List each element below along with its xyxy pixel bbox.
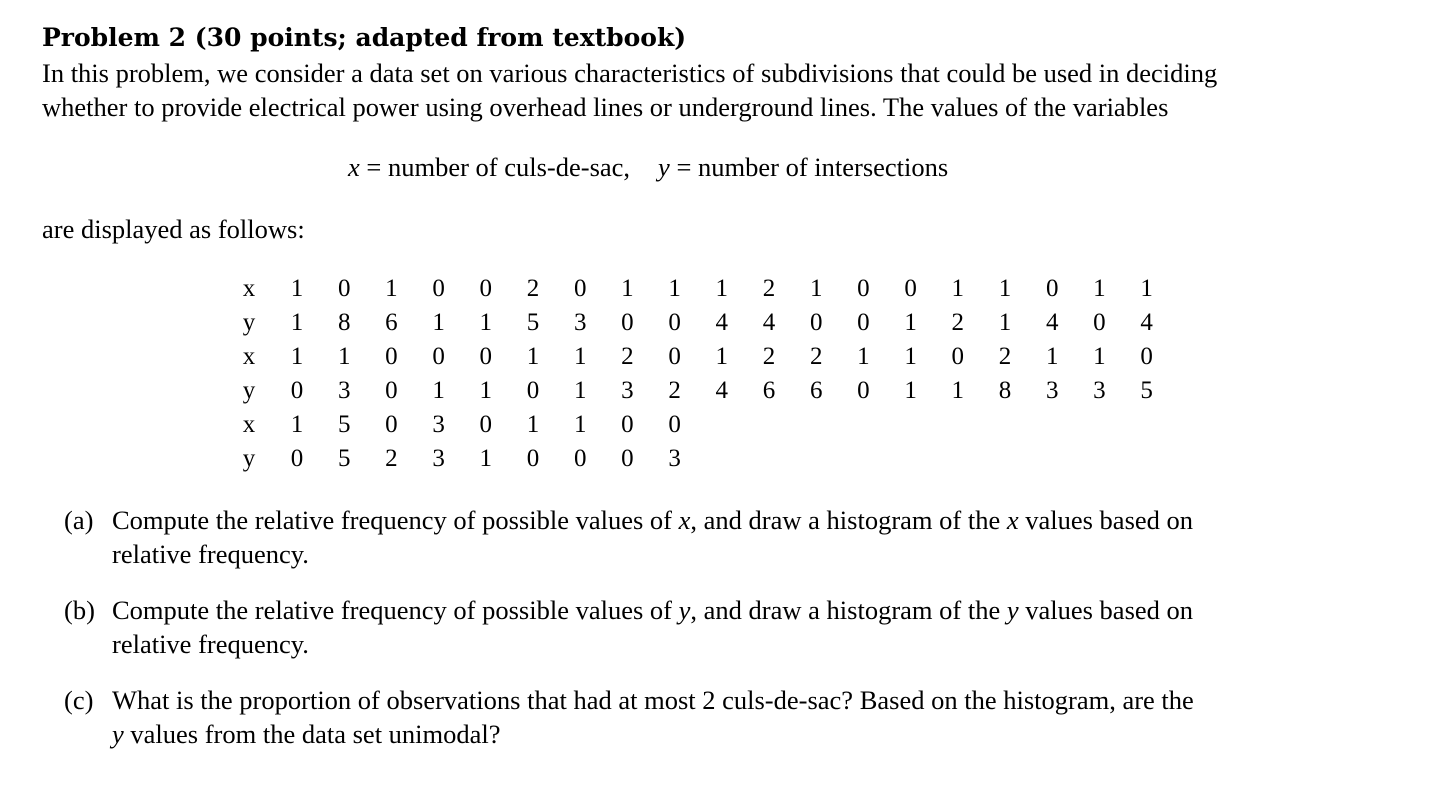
row-label: x — [242, 411, 256, 438]
problem-heading: Problem 2 (30 points; adapted from textbook) — [42, 23, 687, 52]
part-a — [64, 503, 1374, 571]
row-label: x — [242, 275, 256, 302]
problem-intro — [42, 56, 1372, 124]
data-cell: 1 — [290, 309, 304, 336]
data-cell: 4 — [1045, 309, 1059, 336]
row-label: x — [242, 343, 256, 370]
data-cell: 0 — [290, 445, 304, 472]
data-cell: 2 — [762, 343, 776, 370]
y-variable: y — [658, 152, 670, 182]
data-cell: 3 — [432, 411, 445, 438]
data-cell: 1 — [998, 309, 1012, 336]
part-c-line-2: y values from the data set unimodal? — [112, 719, 501, 749]
data-cell: 2 — [526, 275, 540, 302]
data-cell: 0 — [951, 343, 965, 370]
data-cell: 1 — [715, 343, 729, 370]
data-cell: 4 — [715, 309, 729, 336]
data-cell: 0 — [809, 309, 823, 336]
data-cell: 4 — [762, 309, 776, 336]
part-c — [64, 683, 1374, 751]
data-cell: 0 — [526, 445, 540, 472]
data-cell: 6 — [809, 377, 823, 404]
part-a-line-1: Compute the relative frequency of possible values of x, and draw a histogram of the x values based on — [112, 505, 1194, 535]
data-cell: 3 — [1045, 377, 1059, 404]
data-cell: 1 — [290, 411, 304, 438]
row-label: y — [242, 377, 256, 404]
row-label: y — [242, 445, 256, 472]
data-cell: 3 — [668, 445, 681, 472]
intro-line-2: whether to provide electrical power using overhead lines or underground lines. The values of the variables — [42, 92, 1169, 122]
data-cell: 6 — [762, 377, 776, 404]
data-cell: 3 — [573, 309, 587, 336]
part-c-line-1: What is the proportion of observations that had at most 2 culs-de-sac? Based on the histogram, are the — [112, 685, 1194, 715]
data-cell: 1 — [337, 343, 351, 370]
data-cell: 5 — [526, 309, 540, 336]
data-cell: 0 — [385, 377, 398, 404]
data-cell: 1 — [573, 377, 587, 404]
data-cell: 0 — [573, 445, 587, 472]
row-label: y — [242, 309, 256, 336]
part-b — [64, 593, 1374, 661]
data-cell: 0 — [668, 411, 681, 438]
data-cell: 1 — [432, 377, 445, 404]
data-cell: 1 — [1045, 343, 1059, 370]
data-cell: 1 — [1140, 275, 1153, 302]
data-cell: 0 — [479, 275, 493, 302]
data-cell: 1 — [573, 343, 587, 370]
data-cell: 0 — [668, 309, 681, 336]
data-cell: 2 — [998, 343, 1012, 370]
data-cell: 0 — [857, 309, 870, 336]
data-cell: 0 — [385, 411, 398, 438]
data-cell: 1 — [479, 377, 493, 404]
data-cell: 1 — [809, 275, 823, 302]
data-cell: 2 — [385, 445, 398, 472]
data-cell: 6 — [385, 309, 398, 336]
data-cell: 0 — [1093, 309, 1106, 336]
data-cell: 0 — [432, 275, 445, 302]
data-cell: 5 — [337, 411, 351, 438]
data-cell: 0 — [1140, 343, 1153, 370]
part-b-line-1: Compute the relative frequency of possible values of y, and draw a histogram of the y values based on — [112, 595, 1194, 625]
data-cell: 2 — [762, 275, 776, 302]
x-variable: x — [348, 152, 360, 182]
data-cell: 1 — [526, 411, 540, 438]
data-cell: 4 — [715, 377, 729, 404]
data-cell: 3 — [337, 377, 351, 404]
part-a-line-2: relative frequency. — [112, 539, 309, 569]
part-b-line-2: relative frequency. — [112, 629, 309, 659]
data-cell: 2 — [668, 377, 681, 404]
data-cell: 1 — [290, 275, 304, 302]
data-cell: 5 — [1140, 377, 1153, 404]
displayed-text: are displayed as follows: — [42, 214, 305, 244]
data-cell: 0 — [290, 377, 304, 404]
part-c-tag: (c) — [64, 685, 94, 715]
intro-line-1: In this problem, we consider a data set on various characteristics of subdivisions that could be used in deciding — [42, 58, 1218, 88]
data-cell: 8 — [998, 377, 1012, 404]
data-cell: 1 — [904, 377, 917, 404]
y-definition: = number of intersections — [669, 152, 949, 182]
data-cell: 0 — [904, 275, 917, 302]
data-cell: 0 — [857, 275, 870, 302]
data-cell: 2 — [951, 309, 965, 336]
data-cell: 1 — [573, 411, 587, 438]
data-cell: 0 — [432, 343, 445, 370]
data-cell: 2 — [809, 343, 823, 370]
data-cell: 0 — [337, 275, 351, 302]
data-cell: 1 — [951, 377, 965, 404]
data-cell: 5 — [337, 445, 351, 472]
data-cell: 1 — [951, 275, 965, 302]
part-b-tag: (b) — [64, 595, 95, 625]
data-cell: 0 — [857, 377, 870, 404]
data-cell: 1 — [857, 343, 870, 370]
data-cell: 0 — [479, 411, 493, 438]
data-cell: 1 — [479, 445, 493, 472]
data-cell: 1 — [1093, 343, 1106, 370]
data-cell: 0 — [668, 343, 681, 370]
data-cell: 8 — [337, 309, 351, 336]
data-cell: 1 — [715, 275, 729, 302]
data-cell: 1 — [904, 309, 917, 336]
data-cell: 1 — [432, 309, 445, 336]
data-cell: 1 — [290, 343, 304, 370]
data-cell: 0 — [621, 309, 634, 336]
data-cell: 1 — [1093, 275, 1106, 302]
x-definition: = number of culs-de-sac, — [359, 152, 631, 182]
data-cell: 0 — [526, 377, 540, 404]
data-cell: 3 — [432, 445, 445, 472]
data-cell: 0 — [1045, 275, 1059, 302]
part-a-tag: (a) — [64, 505, 94, 535]
data-cell: 1 — [479, 309, 493, 336]
data-cell: 1 — [904, 343, 917, 370]
data-cell: 2 — [621, 343, 634, 370]
data-cell: 0 — [573, 275, 587, 302]
data-cell: 1 — [668, 275, 681, 302]
data-cell: 1 — [385, 275, 398, 302]
data-cell: 1 — [998, 275, 1012, 302]
data-cell: 3 — [621, 377, 634, 404]
data-cell: 4 — [1140, 309, 1153, 336]
data-cell: 0 — [621, 445, 634, 472]
data-cell: 3 — [1093, 377, 1106, 404]
data-cell: 0 — [479, 343, 493, 370]
variable-definitions — [348, 150, 948, 184]
data-cell: 0 — [385, 343, 398, 370]
data-cell: 1 — [621, 275, 634, 302]
data-cell: 0 — [621, 411, 634, 438]
data-cell: 1 — [526, 343, 540, 370]
